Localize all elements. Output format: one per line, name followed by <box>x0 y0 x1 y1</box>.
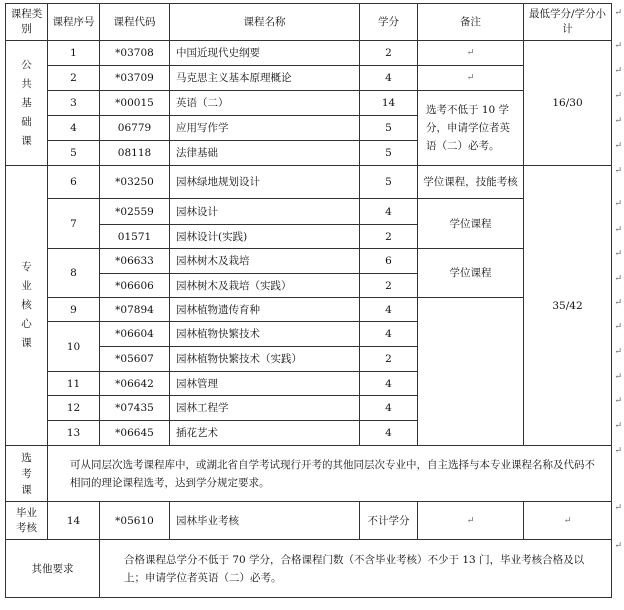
course-seq: 12 <box>48 396 100 421</box>
empty-note-mark: ↵ <box>418 502 524 540</box>
curriculum-table <box>5 3 612 598</box>
paragraph-mark: ↵ <box>614 199 622 209</box>
header-code: 课程代码 <box>100 4 170 41</box>
course-name: 中国近现代史纲要 <box>170 41 360 66</box>
paragraph-mark: ↵ <box>614 503 622 513</box>
category-public: 公共基础课 <box>6 41 48 166</box>
table-row <box>6 298 612 322</box>
course-name: 插花艺术 <box>170 421 360 446</box>
header-row <box>6 4 612 41</box>
course-code: *05610 <box>100 502 170 540</box>
course-credit: 6 <box>360 249 418 274</box>
course-code: *03250 <box>100 166 170 199</box>
course-credit: 4 <box>360 396 418 421</box>
course-credit: 2 <box>360 225 418 249</box>
course-seq: 8 <box>48 249 100 298</box>
table-row <box>6 66 612 91</box>
paragraph-mark: ↵ <box>614 141 622 151</box>
course-name: 园林绿地规划设计 <box>170 166 360 199</box>
subtotal-core: 35/42 <box>524 166 612 446</box>
course-code: *06604 <box>100 322 170 347</box>
paragraph-mark: ↵ <box>614 249 622 259</box>
header-name: 课程名称 <box>170 4 360 41</box>
empty-note-mark: ↵ <box>418 41 524 66</box>
empty-note-mark <box>418 298 524 446</box>
course-seq: 1 <box>48 41 100 66</box>
course-code: *07435 <box>100 396 170 421</box>
course-credit: 14 <box>360 91 418 116</box>
course-seq: 11 <box>48 372 100 396</box>
course-seq: 7 <box>48 199 100 249</box>
course-credit: 5 <box>360 116 418 141</box>
course-credit: 2 <box>360 41 418 66</box>
course-credit: 5 <box>360 166 418 199</box>
course-credit: 4 <box>360 322 418 347</box>
course-name: 英语（二） <box>170 91 360 116</box>
course-name: 园林植物快繁技术（实践） <box>170 347 360 372</box>
paragraph-mark: ↵ <box>614 274 622 284</box>
course-code: 06779 <box>100 116 170 141</box>
paragraph-mark: ↵ <box>614 372 622 382</box>
paragraph-mark: ↵ <box>614 421 622 431</box>
course-code: *02559 <box>100 199 170 225</box>
table-row <box>6 249 612 274</box>
category-grad: 毕业考核 <box>6 502 48 540</box>
course-name: 园林设计 <box>170 199 360 225</box>
course-credit: 4 <box>360 298 418 322</box>
course-seq: 13 <box>48 421 100 446</box>
course-code: *03708 <box>100 41 170 66</box>
empty-note-mark: ↵ <box>418 66 524 91</box>
course-name: 园林设计(实践) <box>170 225 360 249</box>
course-code: *00015 <box>100 91 170 116</box>
course-note: 学位课程，技能考核 <box>418 166 524 199</box>
course-seq: 3 <box>48 91 100 116</box>
category-core: 专业核心课 <box>6 166 48 446</box>
table-row <box>6 166 612 199</box>
course-name: 应用写作学 <box>170 116 360 141</box>
category-elective: 选考课 <box>6 446 48 502</box>
course-name: 园林毕业考核 <box>170 502 360 540</box>
header-seq: 课程序号 <box>48 4 100 41</box>
course-seq: 10 <box>48 322 100 372</box>
course-credit: 4 <box>360 66 418 91</box>
elective-row <box>6 446 612 502</box>
paragraph-mark: ↵ <box>614 225 622 235</box>
course-seq: 4 <box>48 116 100 141</box>
course-name: 园林植物遗传育种 <box>170 298 360 322</box>
course-seq: 9 <box>48 298 100 322</box>
paragraph-mark: ↵ <box>614 166 622 176</box>
header-note: 备注 <box>418 4 524 41</box>
course-code: *06606 <box>100 274 170 298</box>
course-name: 园林管理 <box>170 372 360 396</box>
course-credit: 4 <box>360 372 418 396</box>
elective-text: 可从同层次选考课程库中，或湖北省自学考试现行开考的其他同层次专业中，自主选择与本专业课程名称及代码不相同的理论课程选考，达到学分规定要求。 <box>48 446 612 502</box>
paragraph-mark: ↵ <box>614 322 622 332</box>
course-note: 学位课程 <box>418 199 524 249</box>
course-name: 法律基础 <box>170 141 360 166</box>
paragraph-mark: ↵ <box>614 91 622 101</box>
empty-subtotal-mark: ↵ <box>524 502 612 540</box>
course-seq: 5 <box>48 141 100 166</box>
course-credit: 4 <box>360 199 418 225</box>
course-credit: 5 <box>360 141 418 166</box>
header-min-credit: 最低学分/学分小计 <box>524 4 612 41</box>
paragraph-mark: ↵ <box>614 298 622 308</box>
course-credit: 不计学分 <box>360 502 418 540</box>
course-credit: 2 <box>360 347 418 372</box>
course-code: *06645 <box>100 421 170 446</box>
paragraph-mark: ↵ <box>614 8 622 18</box>
other-text: 合格课程总学分不低于 70 学分，合格课程门数（不含毕业考核）不少于 13 门，毕业考核合格及以上；申请学位者英语（二）必考。 <box>100 540 612 598</box>
course-name: 园林树木及栽培 <box>170 249 360 274</box>
course-name: 园林工程学 <box>170 396 360 421</box>
course-code: *07894 <box>100 298 170 322</box>
course-code: 01571 <box>100 225 170 249</box>
course-code: *05607 <box>100 347 170 372</box>
paragraph-mark: ↵ <box>614 347 622 357</box>
table-row <box>6 41 612 66</box>
course-name: 马克思主义基本原理概论 <box>170 66 360 91</box>
paragraph-mark: ↵ <box>614 396 622 406</box>
public-note: 选考不低于 10 学分，申请学位者英语（二）必考。 <box>418 91 524 166</box>
course-code: *06642 <box>100 372 170 396</box>
course-seq: 6 <box>48 166 100 199</box>
paragraph-mark: ↵ <box>614 541 622 551</box>
course-seq: 2 <box>48 66 100 91</box>
other-row <box>6 540 612 598</box>
course-code: *06633 <box>100 249 170 274</box>
paragraph-mark: ↵ <box>614 446 622 456</box>
paragraph-mark: ↵ <box>614 66 622 76</box>
course-name: 园林树木及栽培（实践） <box>170 274 360 298</box>
table-row <box>6 199 612 225</box>
other-label: 其他要求 <box>6 540 100 598</box>
subtotal-public: 16/30 <box>524 41 612 166</box>
header-category: 课程类别 <box>6 4 48 41</box>
header-credit: 学分 <box>360 4 418 41</box>
course-seq: 14 <box>48 502 100 540</box>
table-row <box>6 91 612 116</box>
paragraph-mark: ↵ <box>614 41 622 51</box>
course-code: *03709 <box>100 66 170 91</box>
course-code: 08118 <box>100 141 170 166</box>
paragraph-mark: ↵ <box>614 116 622 126</box>
course-note: 学位课程 <box>418 249 524 298</box>
course-credit: 2 <box>360 274 418 298</box>
course-credit: 4 <box>360 421 418 446</box>
graduation-row <box>6 502 612 540</box>
course-name: 园林植物快繁技术 <box>170 322 360 347</box>
